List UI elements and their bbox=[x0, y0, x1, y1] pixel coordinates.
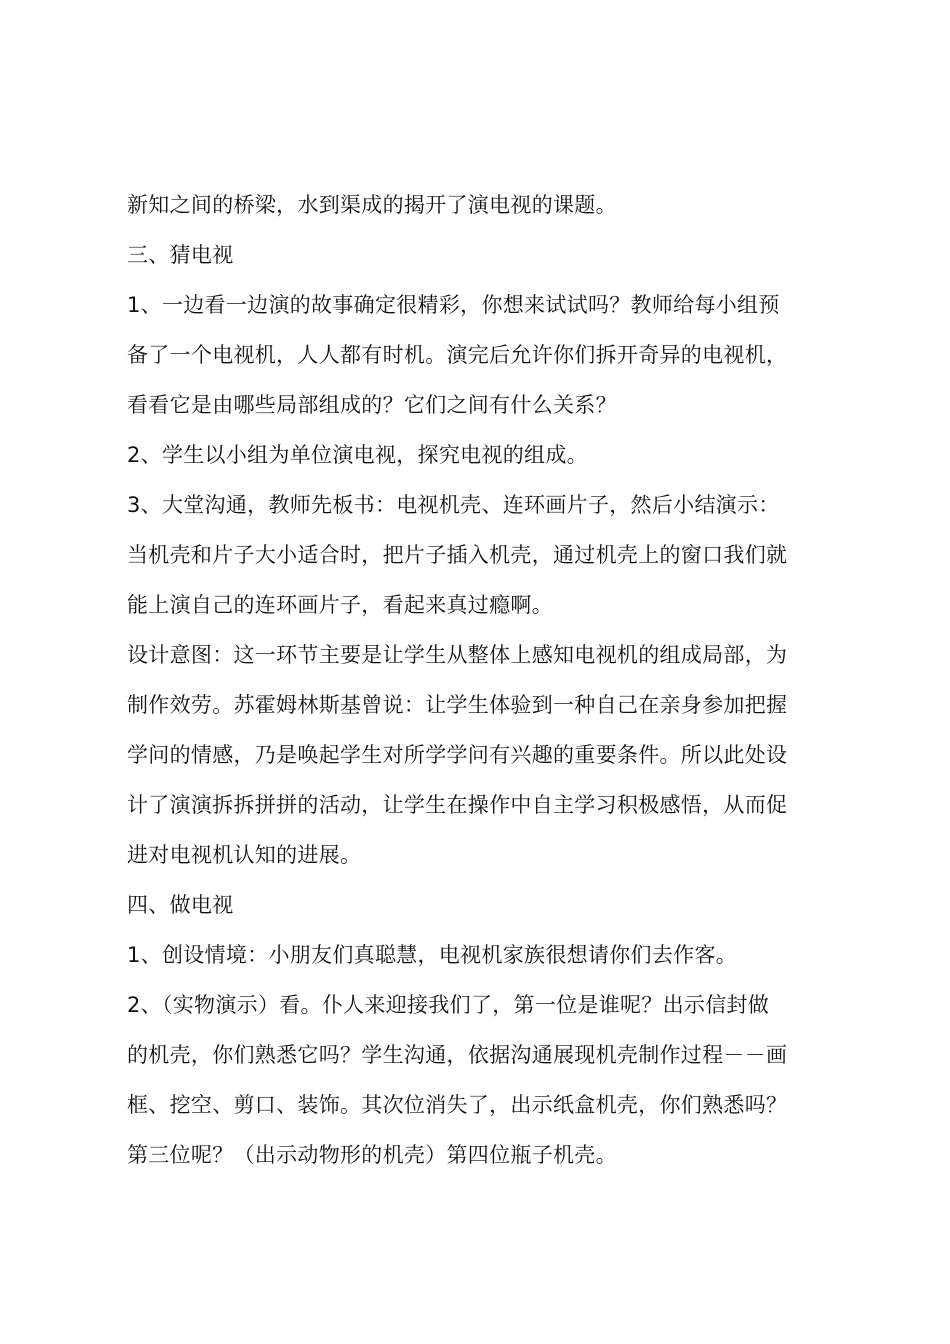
text-line: 的机壳，你们熟悉它吗？学生沟通，依据沟通展现机壳制作过程－－画 bbox=[127, 1043, 788, 1067]
text-line: 进对电视机认知的进展。 bbox=[127, 843, 362, 867]
text-line: 1、一边看一边演的故事确定很精彩，你想来试试吗？教师给每小组预 bbox=[127, 293, 780, 317]
text-line: 3、大堂沟通，教师先板书：电视机壳、连环画片子，然后小结演示： bbox=[127, 493, 780, 517]
text-line: 制作效劳。苏霍姆林斯基曾说：让学生体验到一种自己在亲身参加把握 bbox=[127, 693, 788, 717]
text-line: 新知之间的桥梁，水到渠成的揭开了演电视的课题。 bbox=[127, 193, 617, 217]
document-body bbox=[127, 187, 833, 1187]
text-line: 计了演演拆拆拼拼的活动，让学生在操作中自主学习积极感悟，从而促 bbox=[127, 793, 788, 817]
text-line: 设计意图：这一环节主要是让学生从整体上感知电视机的组成局部，为 bbox=[127, 643, 788, 667]
text-line: 2、学生以小组为单位演电视，探究电视的组成。 bbox=[127, 443, 588, 467]
text-line: 2、（实物演示）看。仆人来迎接我们了，第一位是谁呢？出示信封做 bbox=[127, 993, 770, 1017]
text-line: 看看它是由哪些局部组成的？它们之间有什么关系？ bbox=[127, 393, 617, 417]
text-line: 学问的情感，乃是唤起学生对所学学问有兴趣的重要条件。所以此处设 bbox=[127, 743, 788, 767]
section-heading: 三、猜电视 bbox=[127, 243, 234, 267]
text-line: 备了一个电视机，人人都有时机。演完后允许你们拆开奇异的电视机， bbox=[127, 343, 788, 367]
text-line: 当机壳和片子大小适合时，把片子插入机壳，通过机壳上的窗口我们就 bbox=[127, 543, 788, 567]
text-line: 第三位呢？（出示动物形的机壳）第四位瓶子机壳。 bbox=[127, 1143, 617, 1167]
text-line: 1、创设情境：小朋友们真聪慧，电视机家族很想请你们去作客。 bbox=[127, 943, 738, 967]
text-line: 能上演自己的连环画片子，看起来真过瘾啊。 bbox=[127, 593, 553, 617]
text-line: 框、挖空、剪口、装饰。其次位消失了，出示纸盒机壳，你们熟悉吗？ bbox=[127, 1093, 788, 1117]
section-heading: 四、做电视 bbox=[127, 893, 234, 917]
